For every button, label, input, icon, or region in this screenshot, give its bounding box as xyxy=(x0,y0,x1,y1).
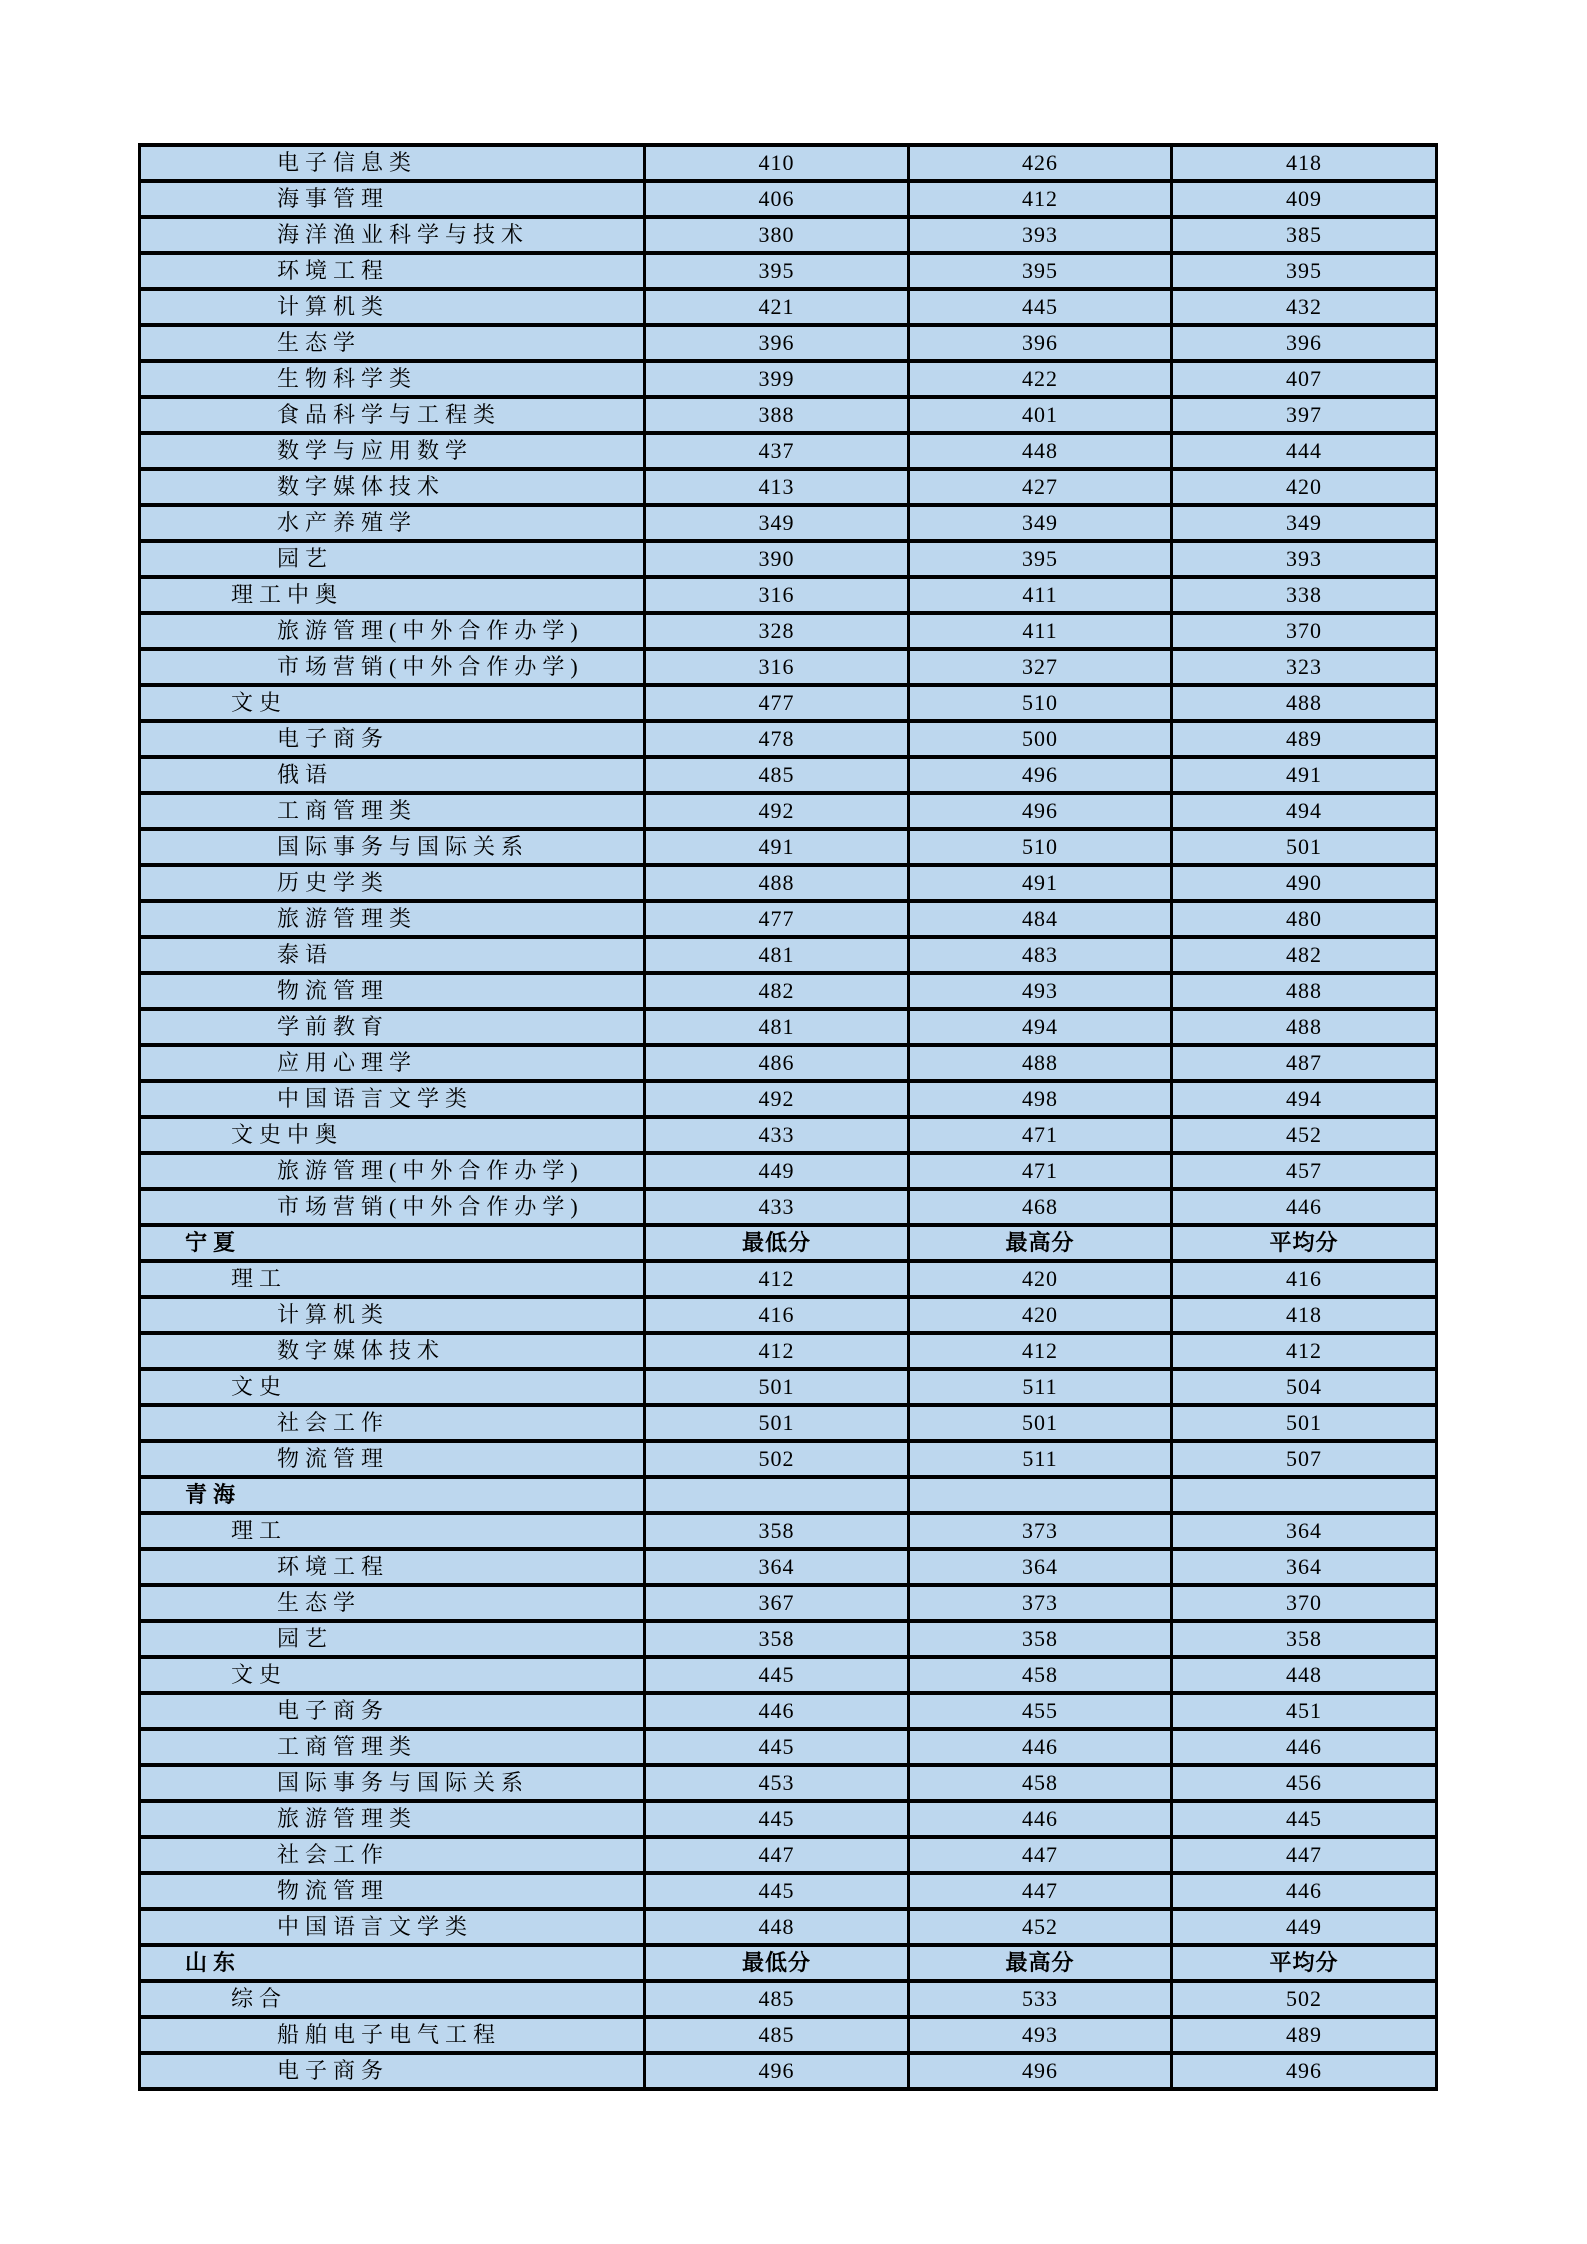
subject-name-cell: 旅游管理(中外合作办学) xyxy=(140,613,645,649)
max-score-cell: 488 xyxy=(909,1045,1172,1081)
avg-score-cell: 446 xyxy=(1172,1873,1437,1909)
min-score-cell: 421 xyxy=(645,289,909,325)
admission-score-table xyxy=(138,143,1438,2091)
table-row xyxy=(140,721,1437,757)
avg-score-cell: 482 xyxy=(1172,937,1437,973)
max-score-cell: 396 xyxy=(909,325,1172,361)
max-score-cell: 420 xyxy=(909,1297,1172,1333)
table-row xyxy=(140,1153,1437,1189)
subject-name-cell: 工商管理类 xyxy=(140,793,645,829)
table-row xyxy=(140,973,1437,1009)
subject-name-cell: 综合 xyxy=(140,1981,645,2017)
avg-score-cell: 494 xyxy=(1172,793,1437,829)
min-score-cell: 445 xyxy=(645,1729,909,1765)
max-score-cell: 426 xyxy=(909,145,1172,181)
avg-score-cell: 平均分 xyxy=(1172,1945,1437,1981)
table-row xyxy=(140,361,1437,397)
min-score-cell: 488 xyxy=(645,865,909,901)
avg-score-cell: 364 xyxy=(1172,1513,1437,1549)
max-score-cell: 496 xyxy=(909,2053,1172,2089)
avg-score-cell: 平均分 xyxy=(1172,1225,1437,1261)
min-score-cell: 316 xyxy=(645,649,909,685)
subject-name-cell: 俄语 xyxy=(140,757,645,793)
max-score-cell: 471 xyxy=(909,1153,1172,1189)
subject-name-cell: 理工 xyxy=(140,1513,645,1549)
subject-name-cell: 海洋渔业科学与技术 xyxy=(140,217,645,253)
table-row xyxy=(140,433,1437,469)
table-row xyxy=(140,217,1437,253)
max-score-cell: 447 xyxy=(909,1873,1172,1909)
subject-name-cell: 食品科学与工程类 xyxy=(140,397,645,433)
table-row xyxy=(140,1369,1437,1405)
max-score-cell: 最高分 xyxy=(909,1945,1172,1981)
max-score-cell: 500 xyxy=(909,721,1172,757)
min-score-cell: 367 xyxy=(645,1585,909,1621)
subject-name-cell: 理工 xyxy=(140,1261,645,1297)
avg-score-cell: 502 xyxy=(1172,1981,1437,2017)
avg-score-cell: 418 xyxy=(1172,1297,1437,1333)
min-score-cell: 446 xyxy=(645,1693,909,1729)
table-row xyxy=(140,865,1437,901)
subject-name-cell: 历史学类 xyxy=(140,865,645,901)
max-score-cell: 494 xyxy=(909,1009,1172,1045)
subject-name-cell: 文史 xyxy=(140,1369,645,1405)
max-score-cell: 484 xyxy=(909,901,1172,937)
min-score-cell: 445 xyxy=(645,1801,909,1837)
max-score-cell: 446 xyxy=(909,1801,1172,1837)
max-score-cell: 447 xyxy=(909,1837,1172,1873)
avg-score-cell: 370 xyxy=(1172,1585,1437,1621)
max-score-cell: 501 xyxy=(909,1405,1172,1441)
subject-name-cell: 中国语言文学类 xyxy=(140,1909,645,1945)
table-row xyxy=(140,1873,1437,1909)
subject-name-cell: 计算机类 xyxy=(140,289,645,325)
max-score-cell: 455 xyxy=(909,1693,1172,1729)
table-row xyxy=(140,397,1437,433)
table-row xyxy=(140,289,1437,325)
subject-name-cell: 生态学 xyxy=(140,1585,645,1621)
max-score-cell: 373 xyxy=(909,1585,1172,1621)
table-row xyxy=(140,577,1437,613)
subject-name-cell: 宁夏 xyxy=(140,1225,645,1261)
min-score-cell: 358 xyxy=(645,1621,909,1657)
avg-score-cell: 491 xyxy=(1172,757,1437,793)
subject-name-cell: 山东 xyxy=(140,1945,645,1981)
min-score-cell: 481 xyxy=(645,1009,909,1045)
avg-score-cell: 446 xyxy=(1172,1729,1437,1765)
table-row xyxy=(140,1405,1437,1441)
max-score-cell: 358 xyxy=(909,1621,1172,1657)
avg-score-cell: 452 xyxy=(1172,1117,1437,1153)
min-score-cell: 433 xyxy=(645,1117,909,1153)
subject-name-cell: 学前教育 xyxy=(140,1009,645,1045)
min-score-cell: 395 xyxy=(645,253,909,289)
subject-name-cell: 船舶电子电气工程 xyxy=(140,2017,645,2053)
avg-score-cell: 393 xyxy=(1172,541,1437,577)
avg-score-cell: 487 xyxy=(1172,1045,1437,1081)
min-score-cell: 406 xyxy=(645,181,909,217)
max-score-cell: 491 xyxy=(909,865,1172,901)
table-row xyxy=(140,1009,1437,1045)
avg-score-cell: 507 xyxy=(1172,1441,1437,1477)
subject-name-cell: 电子商务 xyxy=(140,1693,645,1729)
max-score-cell: 411 xyxy=(909,613,1172,649)
subject-name-cell: 理工中奥 xyxy=(140,577,645,613)
min-score-cell: 390 xyxy=(645,541,909,577)
avg-score-cell: 456 xyxy=(1172,1765,1437,1801)
avg-score-cell: 444 xyxy=(1172,433,1437,469)
max-score-cell: 349 xyxy=(909,505,1172,541)
avg-score-cell: 448 xyxy=(1172,1657,1437,1693)
max-score-cell: 412 xyxy=(909,1333,1172,1369)
min-score-cell: 485 xyxy=(645,1981,909,2017)
max-score-cell: 412 xyxy=(909,181,1172,217)
avg-score-cell xyxy=(1172,1477,1437,1513)
avg-score-cell: 370 xyxy=(1172,613,1437,649)
table-row xyxy=(140,253,1437,289)
max-score-cell: 498 xyxy=(909,1081,1172,1117)
subject-name-cell: 泰语 xyxy=(140,937,645,973)
table-row xyxy=(140,1477,1437,1513)
table-row xyxy=(140,1117,1437,1153)
max-score-cell: 496 xyxy=(909,757,1172,793)
min-score-cell: 501 xyxy=(645,1405,909,1441)
avg-score-cell: 397 xyxy=(1172,397,1437,433)
max-score-cell: 483 xyxy=(909,937,1172,973)
avg-score-cell: 420 xyxy=(1172,469,1437,505)
avg-score-cell: 412 xyxy=(1172,1333,1437,1369)
table-row xyxy=(140,901,1437,937)
table-row xyxy=(140,1261,1437,1297)
max-score-cell: 533 xyxy=(909,1981,1172,2017)
min-score-cell: 388 xyxy=(645,397,909,433)
avg-score-cell: 488 xyxy=(1172,973,1437,1009)
table-row xyxy=(140,1225,1437,1261)
min-score-cell: 437 xyxy=(645,433,909,469)
subject-name-cell: 电子信息类 xyxy=(140,145,645,181)
avg-score-cell: 418 xyxy=(1172,145,1437,181)
subject-name-cell: 社会工作 xyxy=(140,1405,645,1441)
min-score-cell: 412 xyxy=(645,1333,909,1369)
table-row xyxy=(140,181,1437,217)
avg-score-cell: 446 xyxy=(1172,1189,1437,1225)
avg-score-cell: 323 xyxy=(1172,649,1437,685)
table-row xyxy=(140,325,1437,361)
subject-name-cell: 文史 xyxy=(140,685,645,721)
subject-name-cell: 海事管理 xyxy=(140,181,645,217)
min-score-cell: 364 xyxy=(645,1549,909,1585)
min-score-cell: 477 xyxy=(645,901,909,937)
avg-score-cell: 385 xyxy=(1172,217,1437,253)
max-score-cell: 458 xyxy=(909,1765,1172,1801)
score-table-grid xyxy=(138,143,1438,2091)
table-row xyxy=(140,1657,1437,1693)
subject-name-cell: 数学与应用数学 xyxy=(140,433,645,469)
min-score-cell: 485 xyxy=(645,757,909,793)
max-score-cell: 493 xyxy=(909,2017,1172,2053)
max-score-cell: 395 xyxy=(909,253,1172,289)
avg-score-cell: 358 xyxy=(1172,1621,1437,1657)
avg-score-cell: 451 xyxy=(1172,1693,1437,1729)
subject-name-cell: 旅游管理类 xyxy=(140,1801,645,1837)
min-score-cell: 453 xyxy=(645,1765,909,1801)
table-row xyxy=(140,1333,1437,1369)
subject-name-cell: 生物科学类 xyxy=(140,361,645,397)
subject-name-cell: 电子商务 xyxy=(140,2053,645,2089)
max-score-cell: 395 xyxy=(909,541,1172,577)
subject-name-cell: 电子商务 xyxy=(140,721,645,757)
avg-score-cell: 409 xyxy=(1172,181,1437,217)
table-row xyxy=(140,937,1437,973)
min-score-cell: 486 xyxy=(645,1045,909,1081)
max-score-cell: 393 xyxy=(909,217,1172,253)
table-row xyxy=(140,1513,1437,1549)
table-row xyxy=(140,685,1437,721)
table-row xyxy=(140,829,1437,865)
table-row xyxy=(140,1621,1437,1657)
min-score-cell: 最低分 xyxy=(645,1945,909,1981)
max-score-cell: 427 xyxy=(909,469,1172,505)
avg-score-cell: 349 xyxy=(1172,505,1437,541)
subject-name-cell: 园艺 xyxy=(140,541,645,577)
table-row xyxy=(140,649,1437,685)
subject-name-cell: 旅游管理类 xyxy=(140,901,645,937)
table-row xyxy=(140,1765,1437,1801)
table-row xyxy=(140,1693,1437,1729)
subject-name-cell: 文史 xyxy=(140,1657,645,1693)
subject-name-cell: 国际事务与国际关系 xyxy=(140,829,645,865)
min-score-cell: 433 xyxy=(645,1189,909,1225)
max-score-cell: 373 xyxy=(909,1513,1172,1549)
min-score-cell: 485 xyxy=(645,2017,909,2053)
table-row xyxy=(140,757,1437,793)
table-row xyxy=(140,469,1437,505)
score-table-body xyxy=(140,145,1437,2089)
max-score-cell: 445 xyxy=(909,289,1172,325)
table-row xyxy=(140,1045,1437,1081)
min-score-cell: 481 xyxy=(645,937,909,973)
avg-score-cell: 395 xyxy=(1172,253,1437,289)
avg-score-cell: 488 xyxy=(1172,685,1437,721)
min-score-cell: 449 xyxy=(645,1153,909,1189)
subject-name-cell: 园艺 xyxy=(140,1621,645,1657)
min-score-cell: 492 xyxy=(645,1081,909,1117)
min-score-cell: 328 xyxy=(645,613,909,649)
subject-name-cell: 数字媒体技术 xyxy=(140,469,645,505)
subject-name-cell: 青海 xyxy=(140,1477,645,1513)
avg-score-cell: 480 xyxy=(1172,901,1437,937)
avg-score-cell: 504 xyxy=(1172,1369,1437,1405)
subject-name-cell: 数字媒体技术 xyxy=(140,1333,645,1369)
table-row xyxy=(140,1585,1437,1621)
min-score-cell: 412 xyxy=(645,1261,909,1297)
min-score-cell: 501 xyxy=(645,1369,909,1405)
subject-name-cell: 水产养殖学 xyxy=(140,505,645,541)
subject-name-cell: 环境工程 xyxy=(140,253,645,289)
min-score-cell: 491 xyxy=(645,829,909,865)
table-row xyxy=(140,2017,1437,2053)
avg-score-cell: 490 xyxy=(1172,865,1437,901)
subject-name-cell: 生态学 xyxy=(140,325,645,361)
max-score-cell: 452 xyxy=(909,1909,1172,1945)
subject-name-cell: 物流管理 xyxy=(140,1873,645,1909)
min-score-cell: 445 xyxy=(645,1873,909,1909)
table-row xyxy=(140,1297,1437,1333)
min-score-cell: 492 xyxy=(645,793,909,829)
max-score-cell: 364 xyxy=(909,1549,1172,1585)
table-row xyxy=(140,1441,1437,1477)
max-score-cell: 448 xyxy=(909,433,1172,469)
min-score-cell: 477 xyxy=(645,685,909,721)
max-score-cell: 468 xyxy=(909,1189,1172,1225)
min-score-cell: 496 xyxy=(645,2053,909,2089)
avg-score-cell: 449 xyxy=(1172,1909,1437,1945)
avg-score-cell: 364 xyxy=(1172,1549,1437,1585)
min-score-cell: 380 xyxy=(645,217,909,253)
max-score-cell: 411 xyxy=(909,577,1172,613)
table-row xyxy=(140,1549,1437,1585)
table-row xyxy=(140,1981,1437,2017)
table-row xyxy=(140,1189,1437,1225)
max-score-cell: 511 xyxy=(909,1369,1172,1405)
subject-name-cell: 工商管理类 xyxy=(140,1729,645,1765)
avg-score-cell: 447 xyxy=(1172,1837,1437,1873)
min-score-cell: 410 xyxy=(645,145,909,181)
subject-name-cell: 物流管理 xyxy=(140,973,645,1009)
max-score-cell: 510 xyxy=(909,685,1172,721)
avg-score-cell: 396 xyxy=(1172,325,1437,361)
max-score-cell xyxy=(909,1477,1172,1513)
max-score-cell: 510 xyxy=(909,829,1172,865)
subject-name-cell: 市场营销(中外合作办学) xyxy=(140,649,645,685)
min-score-cell: 396 xyxy=(645,325,909,361)
max-score-cell: 401 xyxy=(909,397,1172,433)
avg-score-cell: 496 xyxy=(1172,2053,1437,2089)
avg-score-cell: 501 xyxy=(1172,829,1437,865)
table-row xyxy=(140,1945,1437,1981)
min-score-cell: 416 xyxy=(645,1297,909,1333)
table-row xyxy=(140,505,1437,541)
table-row xyxy=(140,1081,1437,1117)
avg-score-cell: 445 xyxy=(1172,1801,1437,1837)
min-score-cell: 358 xyxy=(645,1513,909,1549)
min-score-cell: 445 xyxy=(645,1657,909,1693)
max-score-cell: 最高分 xyxy=(909,1225,1172,1261)
table-row xyxy=(140,1837,1437,1873)
avg-score-cell: 488 xyxy=(1172,1009,1437,1045)
avg-score-cell: 489 xyxy=(1172,721,1437,757)
avg-score-cell: 416 xyxy=(1172,1261,1437,1297)
min-score-cell: 316 xyxy=(645,577,909,613)
min-score-cell: 478 xyxy=(645,721,909,757)
max-score-cell: 446 xyxy=(909,1729,1172,1765)
max-score-cell: 327 xyxy=(909,649,1172,685)
subject-name-cell: 物流管理 xyxy=(140,1441,645,1477)
max-score-cell: 511 xyxy=(909,1441,1172,1477)
table-row xyxy=(140,1801,1437,1837)
subject-name-cell: 国际事务与国际关系 xyxy=(140,1765,645,1801)
avg-score-cell: 501 xyxy=(1172,1405,1437,1441)
min-score-cell: 482 xyxy=(645,973,909,1009)
min-score-cell: 最低分 xyxy=(645,1225,909,1261)
subject-name-cell: 环境工程 xyxy=(140,1549,645,1585)
table-row xyxy=(140,613,1437,649)
subject-name-cell: 中国语言文学类 xyxy=(140,1081,645,1117)
max-score-cell: 422 xyxy=(909,361,1172,397)
table-row xyxy=(140,1729,1437,1765)
avg-score-cell: 407 xyxy=(1172,361,1437,397)
subject-name-cell: 旅游管理(中外合作办学) xyxy=(140,1153,645,1189)
avg-score-cell: 489 xyxy=(1172,2017,1437,2053)
min-score-cell: 502 xyxy=(645,1441,909,1477)
table-row xyxy=(140,541,1437,577)
avg-score-cell: 338 xyxy=(1172,577,1437,613)
table-row xyxy=(140,145,1437,181)
min-score-cell: 349 xyxy=(645,505,909,541)
subject-name-cell: 文史中奥 xyxy=(140,1117,645,1153)
min-score-cell: 399 xyxy=(645,361,909,397)
max-score-cell: 458 xyxy=(909,1657,1172,1693)
min-score-cell: 447 xyxy=(645,1837,909,1873)
max-score-cell: 496 xyxy=(909,793,1172,829)
subject-name-cell: 市场营销(中外合作办学) xyxy=(140,1189,645,1225)
subject-name-cell: 计算机类 xyxy=(140,1297,645,1333)
avg-score-cell: 457 xyxy=(1172,1153,1437,1189)
subject-name-cell: 应用心理学 xyxy=(140,1045,645,1081)
table-row xyxy=(140,793,1437,829)
max-score-cell: 493 xyxy=(909,973,1172,1009)
max-score-cell: 420 xyxy=(909,1261,1172,1297)
avg-score-cell: 494 xyxy=(1172,1081,1437,1117)
min-score-cell: 413 xyxy=(645,469,909,505)
min-score-cell xyxy=(645,1477,909,1513)
min-score-cell: 448 xyxy=(645,1909,909,1945)
avg-score-cell: 432 xyxy=(1172,289,1437,325)
table-row xyxy=(140,2053,1437,2089)
max-score-cell: 471 xyxy=(909,1117,1172,1153)
table-row xyxy=(140,1909,1437,1945)
subject-name-cell: 社会工作 xyxy=(140,1837,645,1873)
